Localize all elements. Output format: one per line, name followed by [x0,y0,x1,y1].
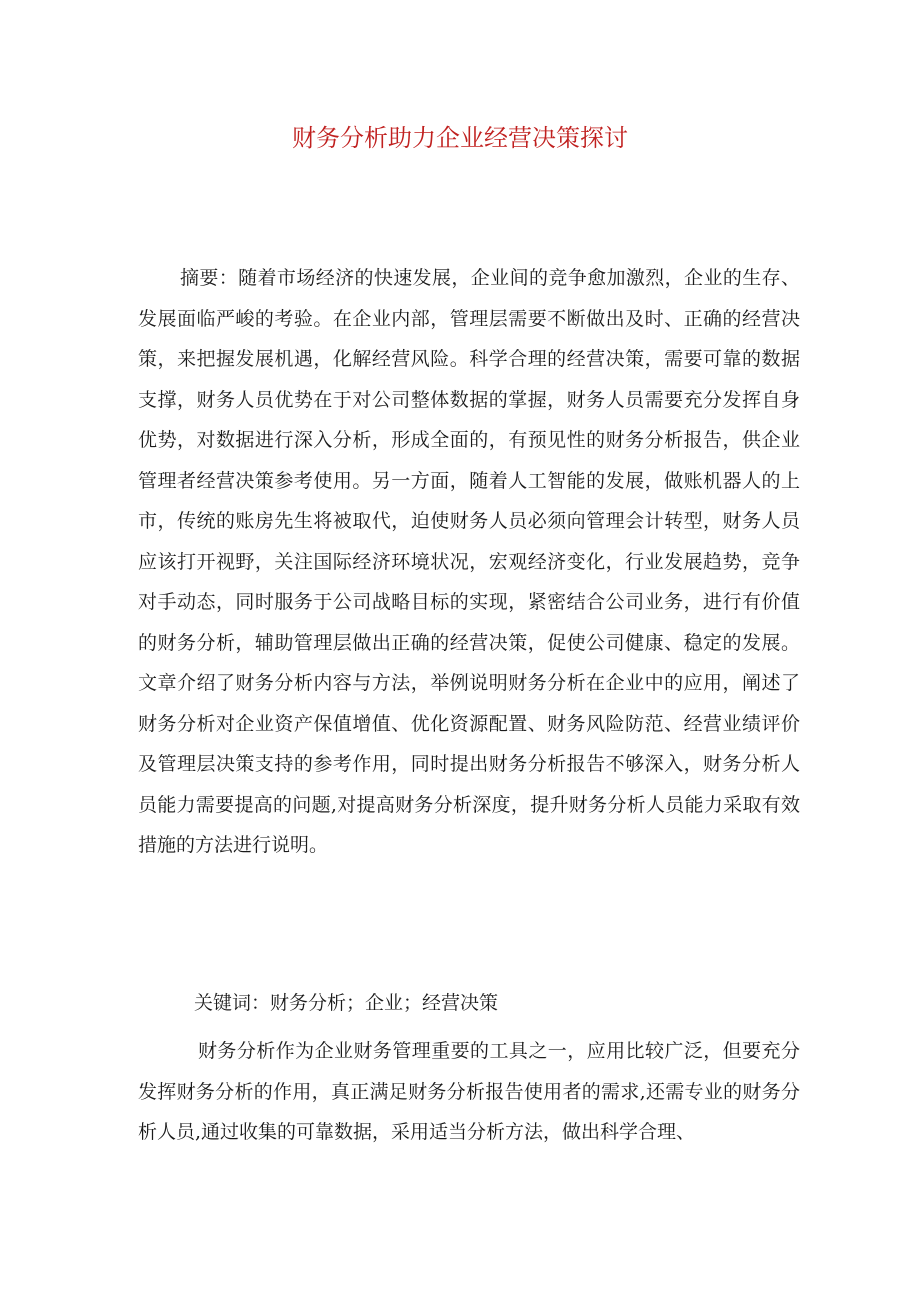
abstract-paragraph: 摘要：随着市场经济的快速发展，企业间的竞争愈加激烈，企业的生存、发展面临严峻的考验。在企业内部，管理层需要不断做出及时、正确的经营决策，来把握发展机遇，化解经营风险。科学合理的经营决策，需要可靠的数据支撑，财务人员优势在于对公司整体数据的掌握，财务人员需要充分发挥自身优势，对数据进行深入分析，形成全面的，有预见性的财务分析报告，供企业管理者经营决策参考使用。另一方面，随着人工智能的发展，做账机器人的上市，传统的账房先生将被取代，迫使财务人员必须向管理会计转型，财务人员应该打开视野，关注国际经济环境状况，宏观经济变化，行业发展趋势，竞争对手动态，同时服务于公司战略目标的实现，紧密结合公司业务，进行有价值的财务分析，辅助管理层做出正确的经营决策，促使公司健康、稳定的发展。文章介绍了财务分析内容与方法，举例说明财务分析在企业中的应用，阐述了财务分析对企业资产保值增值、优化资源配置、财务风险防范、经营业绩评价及管理层决策支持的参考作用，同时提出财务分析报告不够深入，财务分析人员能力需要提高的问题,对提高财务分析深度，提升财务分析人员能力采取有效措施的方法进行说明。 [138,267,800,856]
keywords-line: 关键词：财务分析；企业；经营决策 [194,992,499,1014]
document-title: 财务分析助力企业经营决策探讨 [292,124,628,152]
body-paragraph: 财务分析作为企业财务管理重要的工具之一，应用比较广泛，但要充分发挥财务分析的作用，真正满足财务分析报告使用者的需求,还需专业的财务分析人员,通过收集的可靠数据，采用适当分析方法，做出科学合理、 [138,1040,800,1143]
